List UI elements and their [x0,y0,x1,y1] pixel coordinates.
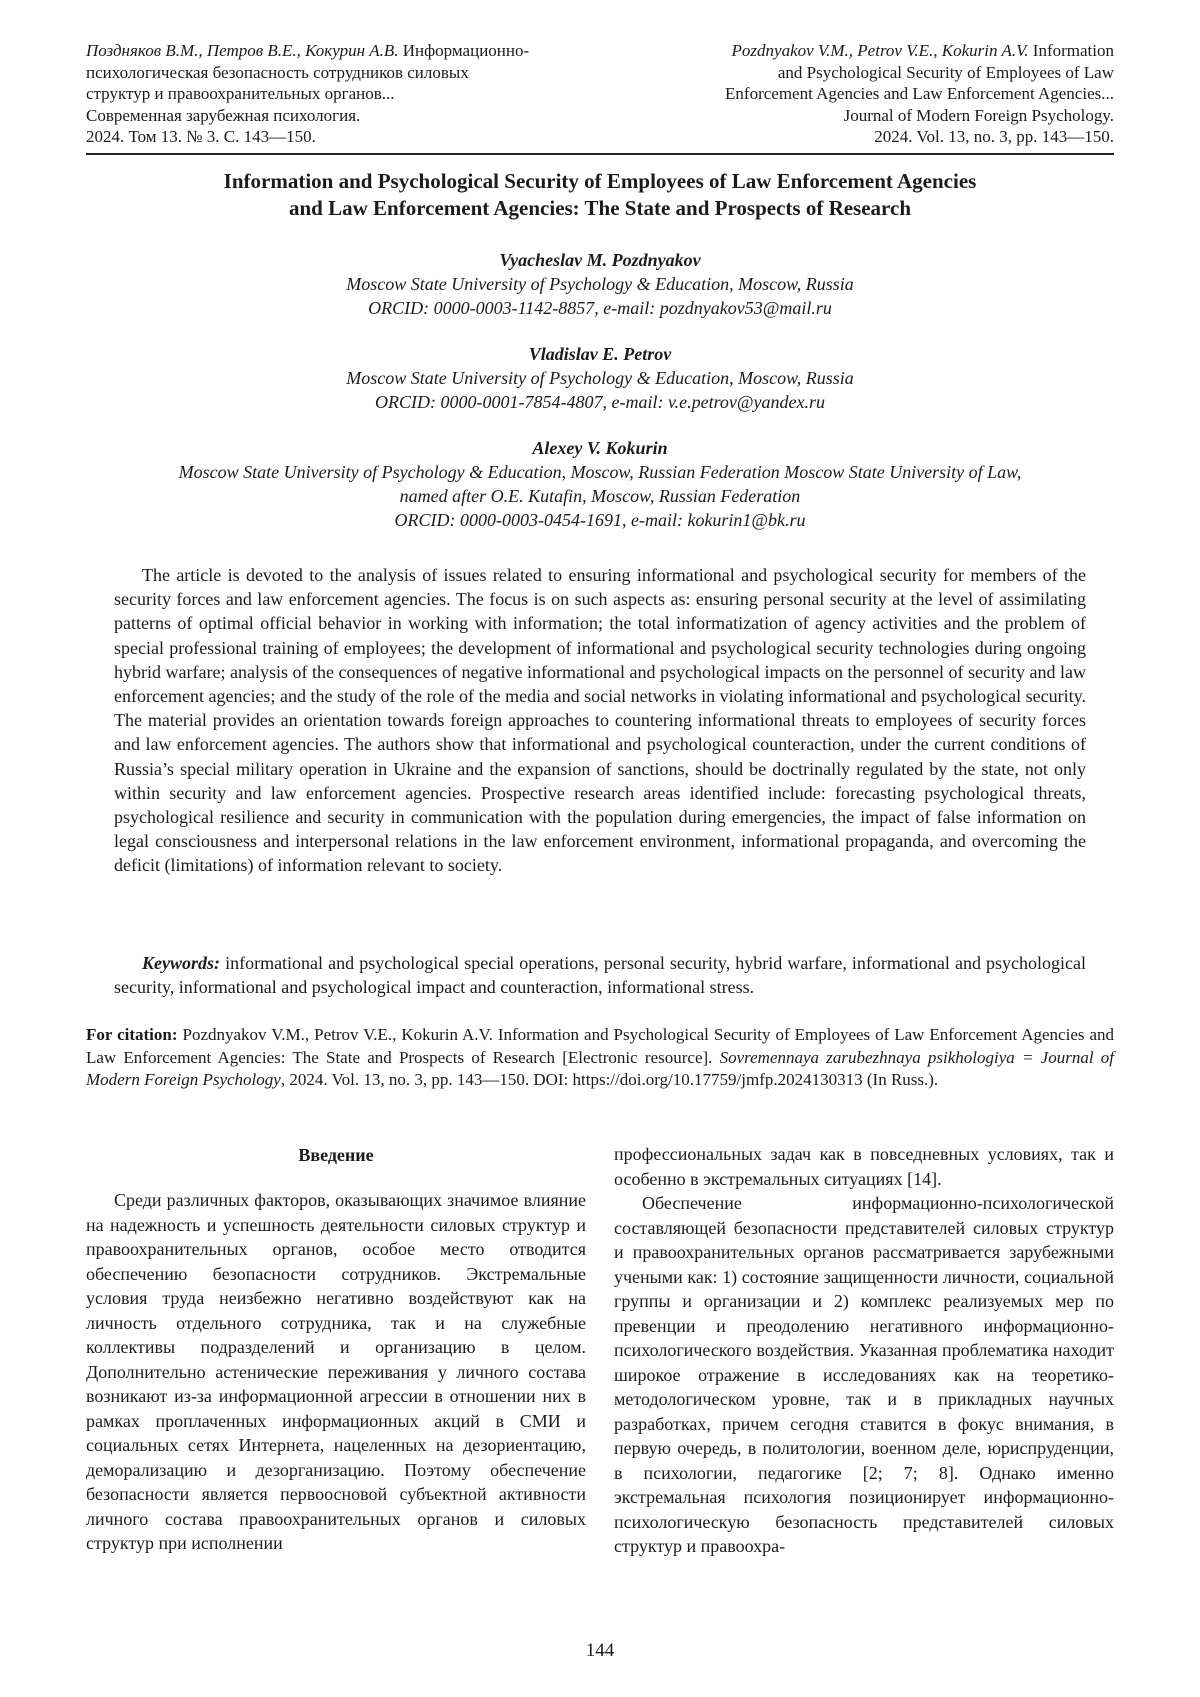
header-right-issue: 2024. Vol. 13, no. 3, pp. 143—150. [874,127,1114,147]
citation-text: Pozdnyakov V.M., Petrov V.E., Kokurin A.V. Information and Psychological Security of Employees of Law Enforcement Agencies and Law Enforcement Agencies: The State and Prospects of Research [Electronic resource]. [86,1025,1114,1067]
author-affiliation: Moscow State University of Psychology & Education, Moscow, Russia [346,368,854,388]
citation-journal: Sovremennaya zarubezhnaya psikhologiya = Journal of Modern Foreign Psychology [86,1047,1114,1089]
author-block [86,342,1114,414]
author-affiliation: Moscow State University of Psychology & Education, Moscow, Russia [346,274,854,294]
author-contact: ORCID: 0000-0003-0454-1691, e-mail: kokurin1@bk.ru [394,510,806,530]
keywords-text: informational and psychological special operations, personal security, hybrid warfare, informational and psychological security, informational and psychological impact and counteraction, informational stress. [114,953,1086,998]
article-title [86,168,1114,222]
header-left-line2: психологическая безопасность сотрудников силовых [86,62,469,82]
article-title-line2: and Law Enforcement Agencies: The State and Prospects of Research [289,196,911,220]
author-block [86,436,1114,532]
author-contact: ORCID: 0000-0003-1142-8857, e-mail: pozdnyakov53@mail.ru [368,298,832,318]
header-left-authors: Поздняков В.М., Петров В.Е., Кокурин А.В. [86,41,399,60]
author-block [86,248,1114,320]
page-number: 144 [585,1640,615,1661]
citation [86,1024,1114,1092]
header-right-title-start: Information [1028,41,1114,60]
body-column-left [86,1142,586,1556]
article-title-line1: Information and Psychological Security of Employees of Law Enforcement Agencies [223,169,977,193]
keywords-label: Keywords: [142,953,220,973]
header-right-line2: and Psychological Security of Employees of Law [777,62,1114,82]
keywords [114,951,1086,999]
author-name: Vyacheslav M. Pozdnyakov [499,250,701,270]
header-right-authors: Pozdnyakov V.M., Petrov V.E., Kokurin A.V. [731,41,1029,60]
author-affiliation: Moscow State University of Psychology & Education, Moscow, Russian Federation Moscow State University of Law, [178,462,1022,482]
citation-label: For citation: [86,1025,178,1044]
running-header-left [86,40,606,148]
body-paragraph: Обеспечение информационно-психологической составляющей безопасности представителей силовых структур и правоохранительных органов рассматривается зарубежными учеными как: 1) состояние защищенности личности, социальной группы и организации и 2) комплекс реализуемых мер по превенции и преодолению негативного информационно-психологического воздействия. Указанная проблематика находит широкое отражение в исследованиях как на теоретико-методологическом уровне, так и в прикладных научных разработках, причем сегодня ставится в фокус внимания, в первую очередь, в политологии, военном деле, юриспруденции, в психологии, педагогике [2; 7; 8]. Однако именно экстремальная психология позиционирует информационно-психологическую безопасность представителей силовых структур и правоохра- [614,1193,1114,1556]
body-paragraph: Среди различных факторов, оказывающих значимое влияние на надежность и успешность деятельности силовых структур и правоохранительных органов, особое место отводится обеспечению безопасности сотрудников. Экстремальные условия труда неизбежно негативно воздействуют как на личность отдельного сотрудника, так и на служебные коллективы подразделений и организацию в целом. Дополнительно астенические переживания у личного состава возникают из-за информационной агрессии в отношении них в рамках проплаченных информационных акций в СМИ и социальных сетях Интернета, нацеленных на дезориентацию, деморализацию и дезорганизацию. Поэтому обеспечение безопасности является первоосновой субъектной активности личного состава правоохранительных органов и силовых структур при исполнении [86,1190,586,1553]
body-column-right [614,1142,1114,1559]
header-right-line3: Enforcement Agencies and Law Enforcement Agencies... [725,84,1114,104]
header-left-journal: Современная зарубежная психология. [86,105,361,125]
section-heading: Введение [298,1145,374,1165]
abstract: The article is devoted to the analysis of issues related to ensuring informational and psychological security for members of the security forces and law enforcement agencies. The focus is on such aspects as: ensuring personal security at the level of assimilating patterns of optimal official behavior in working with information; the total informatization of agency activities and the problem of special professional training of employees; the development of informational and psychological security technologies during ongoing hybrid warfare; analysis of the consequences of negative informational and psychological impacts on the personnel of security and law enforcement agencies; and the study of the role of the media and social networks in violating informational and psychological security. The material provides an orientation towards foreign approaches to countering informational threats to employees of security forces and law enforcement agencies. The authors show that informational and psychological counteraction, under the current conditions of Russia’s special military operation in Ukraine and the expansion of sanctions, should be doctrinally regulated by the state, not only within security and law enforcement agencies. Prospective research areas identified include: forecasting psychological threats, psychological resilience and security in communication with the population during emergencies, the impact of false information on legal consciousness and interpersonal relations in the law enforcement environment, informational propaganda, and overcoming the deficit (limitations) of information relevant to society. [114,565,1086,876]
author-list [86,248,1114,554]
body-paragraph-continuation: профессиональных задач как в повседневных условиях, так и особенно в экстремальных ситуациях [14]. [614,1144,1114,1189]
header-left-issue: 2024. Том 13. № 3. С. 143—150. [86,127,316,147]
author-name: Vladislav E. Petrov [528,344,672,364]
header-left-title-start: Информационно- [398,41,530,60]
citation-details: , 2024. Vol. 13, no. 3, pp. 143—150. DOI: https://doi.org/10.17759/jmfp.2024130313 (In Russ.). [280,1070,939,1089]
author-contact: ORCID: 0000-0001-7854-4807, e-mail: v.e.petrov@yandex.ru [375,392,825,412]
header-divider [86,153,1114,155]
author-affiliation-cont: named after O.E. Kutafin, Moscow, Russian Federation [399,486,801,506]
header-left-line3: структур и правоохранительных органов... [86,84,395,104]
header-right-journal: Journal of Modern Foreign Psychology. [843,105,1114,125]
author-name: Alexey V. Kokurin [532,438,668,458]
running-header-right [614,40,1114,148]
